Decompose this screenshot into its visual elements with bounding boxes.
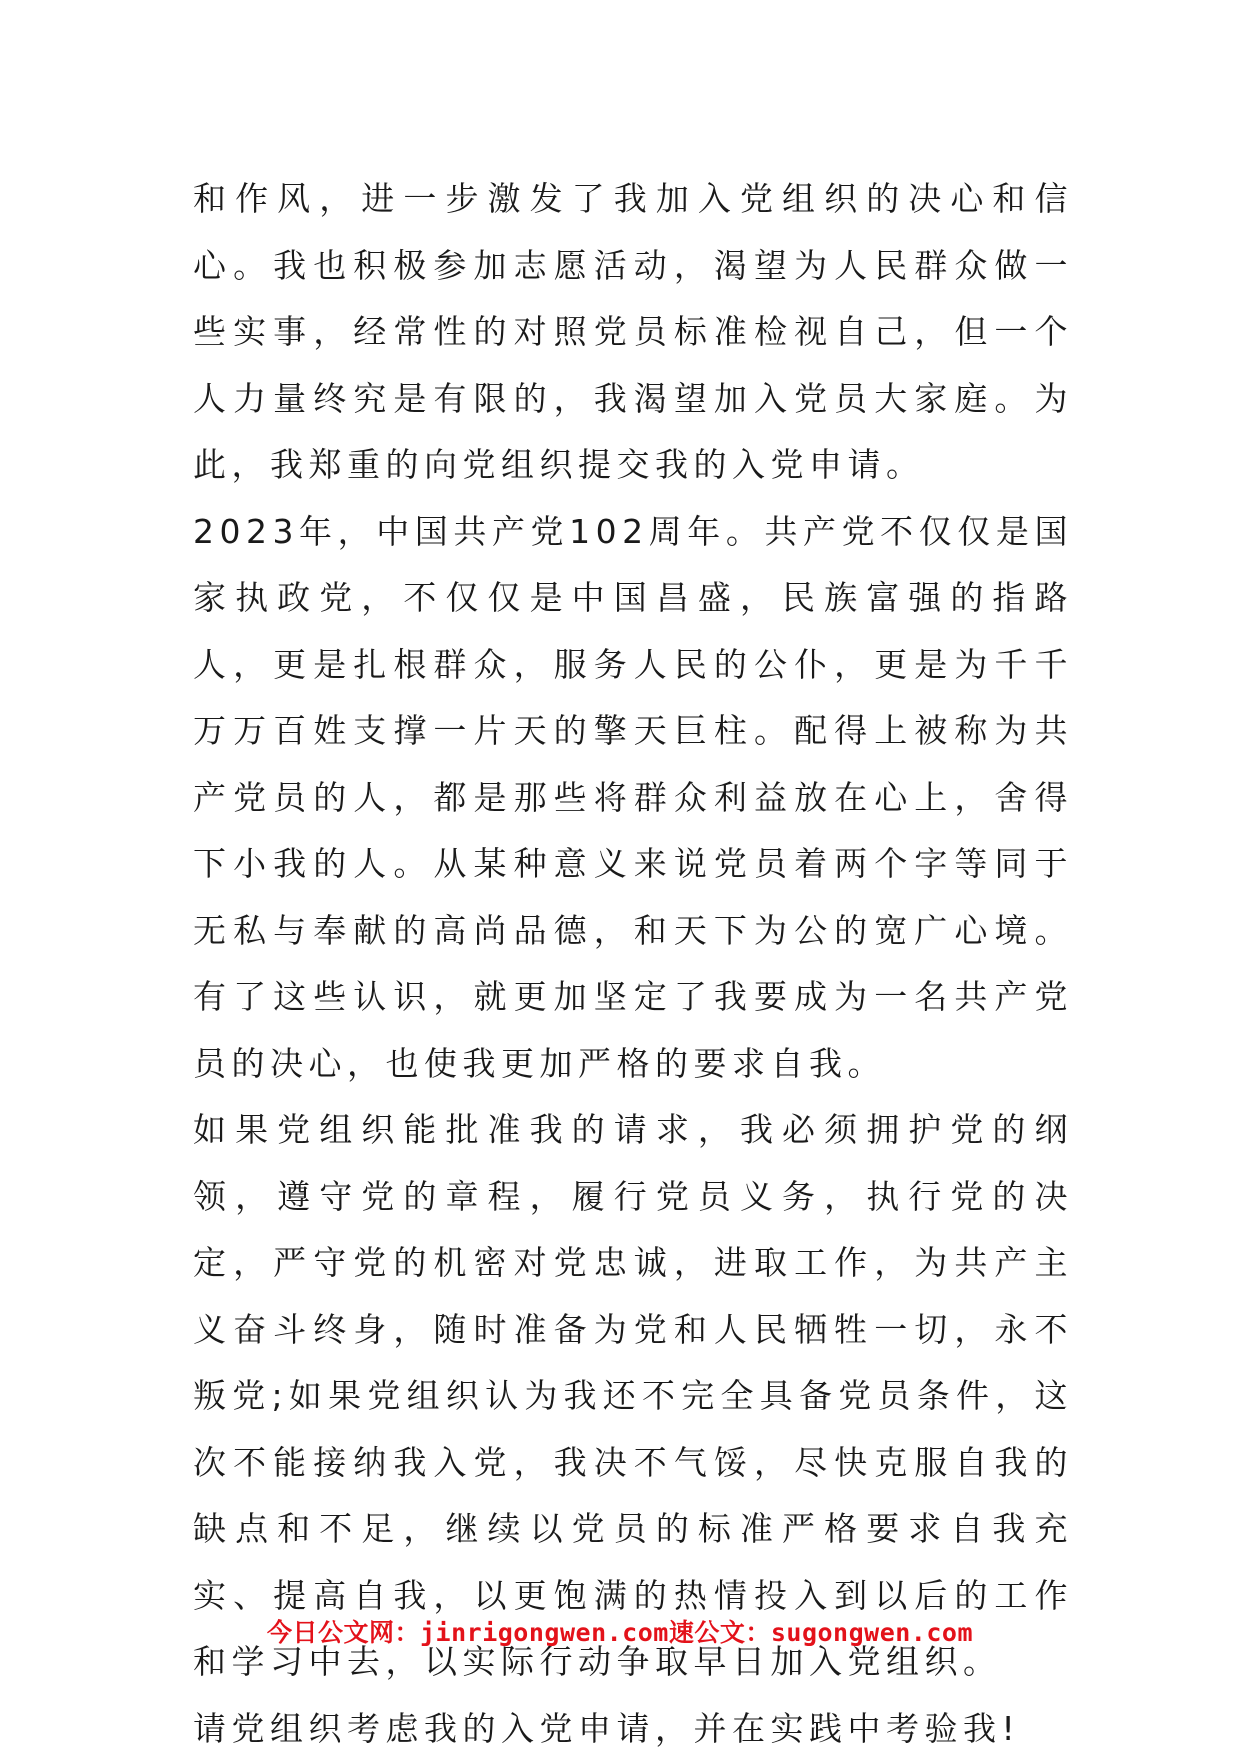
- paragraph-4: 请党组织考虑我的入党申请，并在实践中考验我!: [193, 1696, 1073, 1762]
- watermark-footer: [0, 1613, 1240, 1653]
- paragraph-1: 和作风，进一步激发了我加入党组织的决心和信心。我也积极参加志愿活动，渴望为人民群众做一些实事，经常性的对照党员标准检视自己，但一个人力量终究是有限的，我渴望加入党员大家庭。为此，我郑重的向党组织提交我的入党申请。: [193, 166, 1073, 499]
- footer-site2-label: 速公文：: [669, 1618, 771, 1647]
- paragraph-3: 如果党组织能批准我的请求，我必须拥护党的纲领，遵守党的章程，履行党员义务，执行党的决定，严守党的机密对党忠诚，进取工作，为共产主义奋斗终身，随时准备为党和人民牺牲一切，永不叛党;如果党组织认为我还不完全具备党员条件，这次不能接纳我入党，我决不气馁，尽快克服自我的缺点和不足，继续以党员的标准严格要求自我充实、提高自我，以更饱满的热情投入到以后的工作和学习中去，以实际行动争取早日加入党组织。: [193, 1097, 1073, 1696]
- footer-site1-label: 今日公文网：: [267, 1618, 420, 1647]
- paragraph-2: 2023年，中国共产党102周年。共产党不仅仅是国家执政党，不仅仅是中国昌盛，民族富强的指路人，更是扎根群众，服务人民的公仆，更是为千千万万百姓支撑一片天的擎天巨柱。配得上被称为共产党员的人，都是那些将群众利益放在心上，舍得下小我的人。从某种意义来说党员着两个字等同于无私与奉献的高尚品德，和天下为公的宽广心境。有了这些认识，就更加坚定了我要成为一名共产党员的决心，也使我更加严格的要求自我。: [193, 499, 1073, 1098]
- footer-site1-url: jinrigongwen.com: [420, 1618, 669, 1647]
- footer-site2-url: sugongwen.com: [771, 1618, 973, 1647]
- document-body: [193, 166, 1073, 1762]
